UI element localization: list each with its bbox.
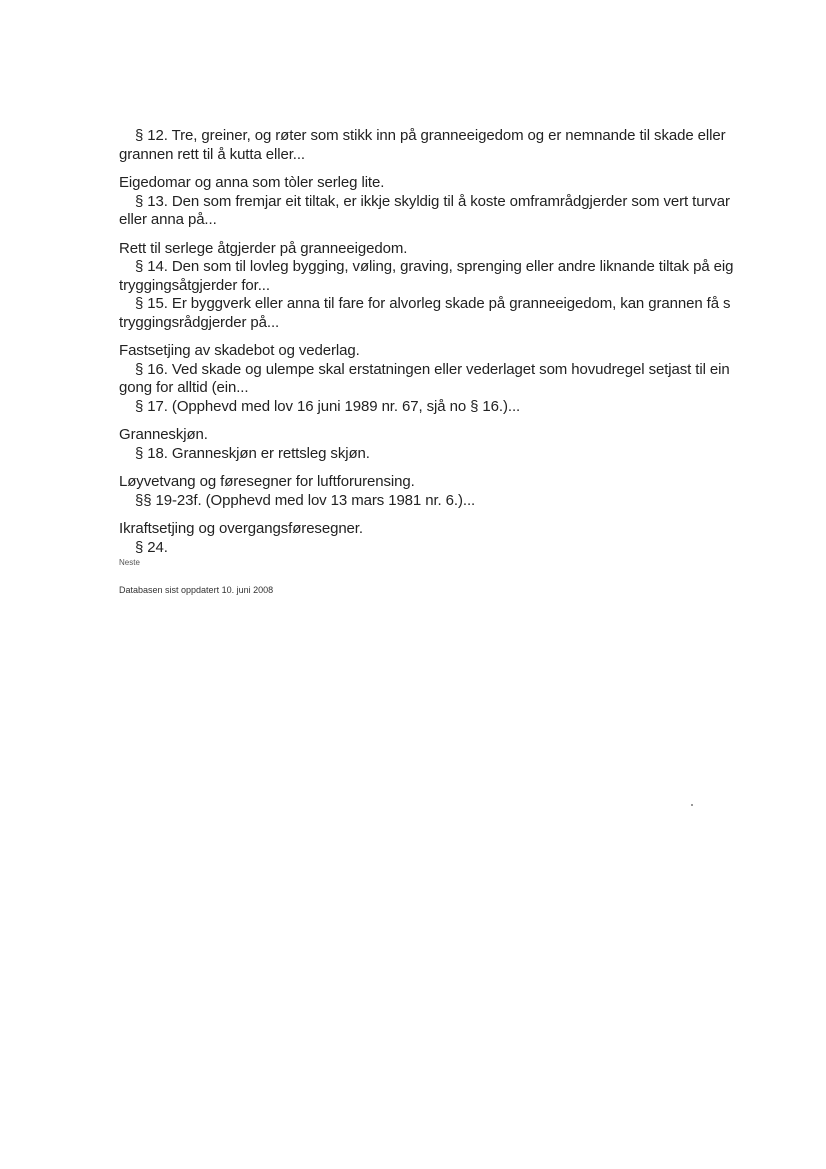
document-body bbox=[119, 127, 826, 567]
section-19-23-line: §§ 19-23f. (Opphevd med lov 13 mars 1981 nr. 6.)... bbox=[135, 491, 476, 509]
section-14-line-2: tryggingsåtgjerder for... bbox=[119, 276, 270, 294]
section-16-line-1: § 16. Ved skade og ulempe skal erstatningen eller vederlaget som hovudregel setjast til ein bbox=[135, 360, 730, 378]
section-17-line: § 17. (Opphevd med lov 16 juni 1989 nr. 67, sjå no § 16.)... bbox=[135, 397, 521, 415]
section-15-line-1: § 15. Er byggverk eller anna til fare for alvorleg skade på granneeigedom, kan grannen få s bbox=[135, 295, 731, 312]
database-updated-note: Databasen sist oppdatert 10. juni 2008 bbox=[119, 585, 274, 595]
section-13-line-2: eller anna på... bbox=[119, 211, 217, 228]
heading-granneskjon: Granneskjøn. bbox=[119, 426, 208, 443]
heading-eigedomar: Eigedomar og anna som tòler serleg lite. bbox=[119, 174, 385, 191]
heading-rett-til-serlege: Rett til serlege åtgjerder på granneeigedom. bbox=[119, 239, 408, 257]
section-12-line-1: § 12. Tre, greiner, og røter som stikk inn på granneeigedom og er nemnande til skade eller bbox=[135, 127, 726, 144]
section-24-line: § 24. bbox=[135, 538, 168, 556]
section-13-line-1: § 13. Den som fremjar eit tiltak, er ikkje skyldig til å koste omframrådgjerder som vert turvar bbox=[135, 192, 730, 210]
scan-speck bbox=[691, 804, 693, 806]
section-12-line-2: grannen rett til å kutta eller... bbox=[119, 145, 305, 163]
heading-ikraftsetjing: Ikraftsetjing og overgangsføresegner. bbox=[119, 520, 363, 537]
heading-fastsetjing: Fastsetjing av skadebot og vederlag. bbox=[119, 342, 360, 359]
section-16-line-2: gong for alltid (ein... bbox=[119, 379, 249, 396]
next-link[interactable]: Neste bbox=[119, 558, 140, 567]
section-18-line: § 18. Granneskjøn er rettsleg skjøn. bbox=[135, 444, 370, 462]
heading-loyvetvang: Løyvetvang og føresegner for luftforurensing. bbox=[119, 473, 415, 490]
section-14-line-1: § 14. Den som til lovleg bygging, vøling, graving, sprenging eller andre liknande tiltak på eig bbox=[135, 258, 734, 275]
section-15-line-2: tryggingsrådgjerder på... bbox=[119, 313, 280, 331]
